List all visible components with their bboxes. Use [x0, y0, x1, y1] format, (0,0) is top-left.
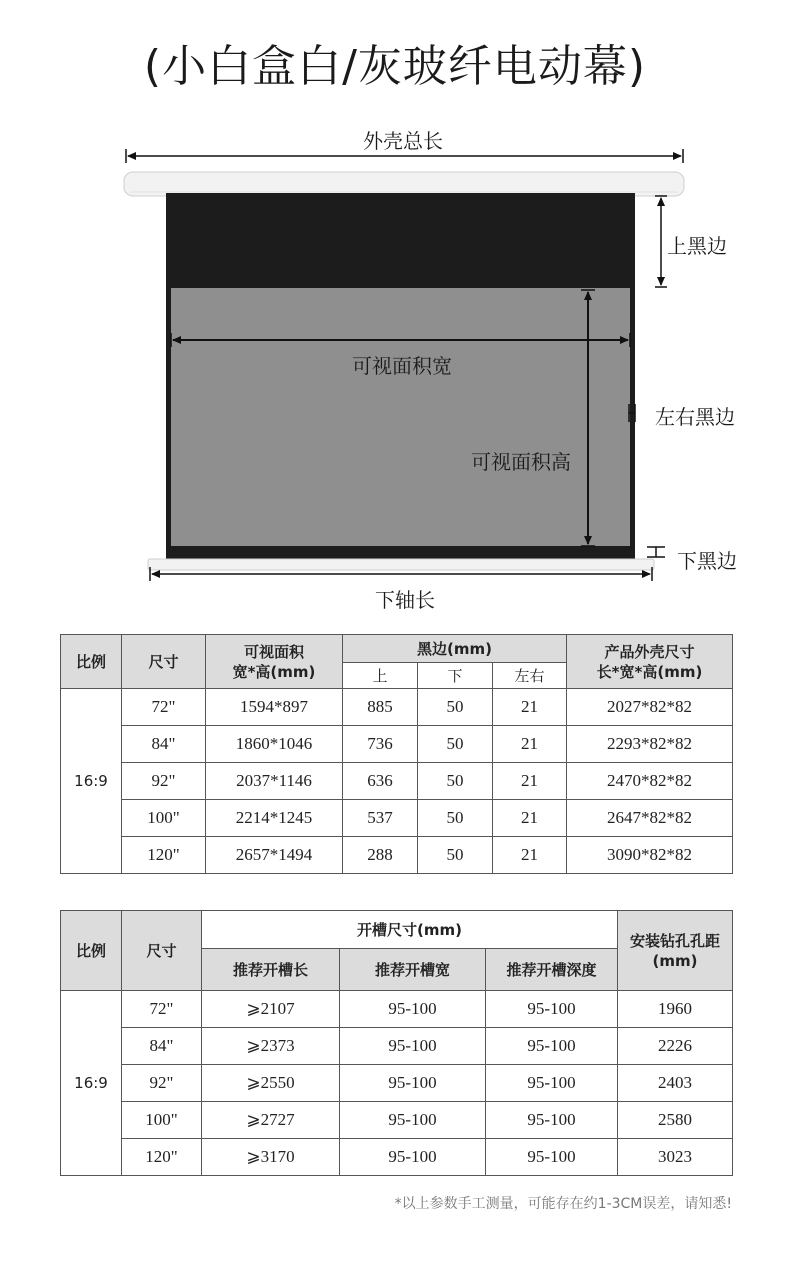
slot-spec-table — [60, 910, 733, 1176]
viewable-cell: 2657*1494 — [206, 837, 343, 874]
slot-length-cell: ⩾2373 — [202, 1028, 340, 1065]
header-ratio: 比例 — [61, 635, 122, 689]
bottom-border-cell: 50 — [418, 726, 493, 763]
hole-distance-cell: 2580 — [618, 1102, 733, 1139]
header-slot-length: 推荐开槽长 — [202, 949, 340, 991]
size-cell: 84" — [122, 726, 206, 763]
side-border-cell: 21 — [493, 726, 567, 763]
header-border-group: 黑边(mm) — [343, 635, 567, 663]
product-dims-cell: 2470*82*82 — [567, 763, 733, 800]
bottom-bar — [148, 559, 654, 570]
header-dims-line2: 长*宽*高(mm) — [596, 662, 703, 681]
ratio-cell: 16:9 — [61, 689, 122, 874]
header-border-side: 左右 — [493, 663, 567, 689]
size-cell: 120" — [122, 1139, 202, 1176]
top-border-cell: 537 — [343, 800, 418, 837]
slot-depth-cell: 95-100 — [486, 1102, 618, 1139]
slot-width-cell: 95-100 — [340, 1139, 486, 1176]
header-ratio: 比例 — [61, 911, 122, 991]
table-row — [61, 1028, 733, 1065]
header-viewable-line1: 可视面积 — [243, 642, 304, 661]
header-slot-depth: 推荐开槽深度 — [486, 949, 618, 991]
hole-distance-cell: 2226 — [618, 1028, 733, 1065]
screen-diagram — [0, 0, 790, 620]
table-row — [61, 1065, 733, 1102]
page-title: (小白盒白/灰玻纤电动幕) — [143, 41, 647, 92]
size-cell: 92" — [122, 763, 206, 800]
viewable-cell: 1594*897 — [206, 689, 343, 726]
header-border-bottom: 下 — [418, 663, 493, 689]
slot-depth-cell: 95-100 — [486, 1028, 618, 1065]
header-viewable-area — [206, 635, 343, 689]
size-cell: 92" — [122, 1065, 202, 1102]
bottom-border-label: 下黑边 — [677, 549, 737, 573]
slot-width-cell: 95-100 — [340, 991, 486, 1028]
slot-length-cell: ⩾2107 — [202, 991, 340, 1028]
header-slot-width: 推荐开槽宽 — [340, 949, 486, 991]
viewable-cell: 2214*1245 — [206, 800, 343, 837]
ratio-cell: 16:9 — [61, 991, 122, 1176]
viewable-area — [171, 288, 630, 546]
slot-length-cell: ⩾2550 — [202, 1065, 340, 1102]
header-hole-distance — [618, 911, 733, 991]
slot-width-cell: 95-100 — [340, 1102, 486, 1139]
product-dims-cell: 2293*82*82 — [567, 726, 733, 763]
header-size: 尺寸 — [122, 911, 202, 991]
bottom-border-marker — [647, 547, 665, 557]
measurement-note: *以上参数手工测量，可能存在约1-3CM误差，请知悉! — [394, 1196, 732, 1212]
hole-distance-cell: 1960 — [618, 991, 733, 1028]
table-row — [61, 1102, 733, 1139]
size-cell: 100" — [122, 800, 206, 837]
side-border-cell: 21 — [493, 689, 567, 726]
table-row — [61, 726, 733, 763]
top-border-label: 上黑边 — [667, 234, 727, 258]
side-border-cell: 21 — [493, 800, 567, 837]
size-cell: 84" — [122, 1028, 202, 1065]
top-border-cell: 636 — [343, 763, 418, 800]
size-cell: 120" — [122, 837, 206, 874]
viewable-width-label: 可视面积宽 — [352, 354, 452, 378]
product-dims-cell: 2647*82*82 — [567, 800, 733, 837]
table-row — [61, 1139, 733, 1176]
slot-width-cell: 95-100 — [340, 1028, 486, 1065]
table-row — [61, 800, 733, 837]
hole-distance-cell: 2403 — [618, 1065, 733, 1102]
side-border-label: 左右黑边 — [655, 405, 735, 429]
size-cell: 100" — [122, 1102, 202, 1139]
bottom-border-cell: 50 — [418, 689, 493, 726]
slot-depth-cell: 95-100 — [486, 991, 618, 1028]
table-row — [61, 689, 733, 726]
product-dims-cell: 3090*82*82 — [567, 837, 733, 874]
header-slot-group: 开槽尺寸(mm) — [202, 911, 618, 949]
side-border-cell: 21 — [493, 837, 567, 874]
top-border-cell: 288 — [343, 837, 418, 874]
slot-width-cell: 95-100 — [340, 1065, 486, 1102]
header-product-dims — [567, 635, 733, 689]
dimension-spec-table — [60, 634, 733, 874]
header-viewable-line2: 宽*高(mm) — [232, 662, 316, 681]
header-hole-line2: (mm) — [652, 951, 698, 970]
table-row — [61, 763, 733, 800]
top-border-cell: 736 — [343, 726, 418, 763]
header-hole-line1: 安装钻孔孔距 — [629, 931, 720, 950]
housing-length-label: 外壳总长 — [363, 129, 443, 153]
size-cell: 72" — [122, 689, 206, 726]
table-row — [61, 837, 733, 874]
header-size: 尺寸 — [122, 635, 206, 689]
bottom-border-cell: 50 — [418, 837, 493, 874]
product-dims-cell: 2027*82*82 — [567, 689, 733, 726]
hole-distance-cell: 3023 — [618, 1139, 733, 1176]
size-cell: 72" — [122, 991, 202, 1028]
bottom-border-cell: 50 — [418, 763, 493, 800]
header-dims-line1: 产品外壳尺寸 — [604, 642, 695, 661]
bottom-border-cell: 50 — [418, 800, 493, 837]
slot-length-cell: ⩾3170 — [202, 1139, 340, 1176]
viewable-height-label: 可视面积高 — [471, 450, 571, 474]
side-border-cell: 21 — [493, 763, 567, 800]
table-row — [61, 991, 733, 1028]
slot-depth-cell: 95-100 — [486, 1139, 618, 1176]
viewable-cell: 2037*1146 — [206, 763, 343, 800]
bottom-bar-label: 下轴长 — [375, 588, 435, 612]
top-border-dimension — [655, 196, 667, 287]
viewable-cell: 1860*1046 — [206, 726, 343, 763]
header-border-top: 上 — [343, 663, 418, 689]
slot-depth-cell: 95-100 — [486, 1065, 618, 1102]
slot-length-cell: ⩾2727 — [202, 1102, 340, 1139]
top-border-cell: 885 — [343, 689, 418, 726]
